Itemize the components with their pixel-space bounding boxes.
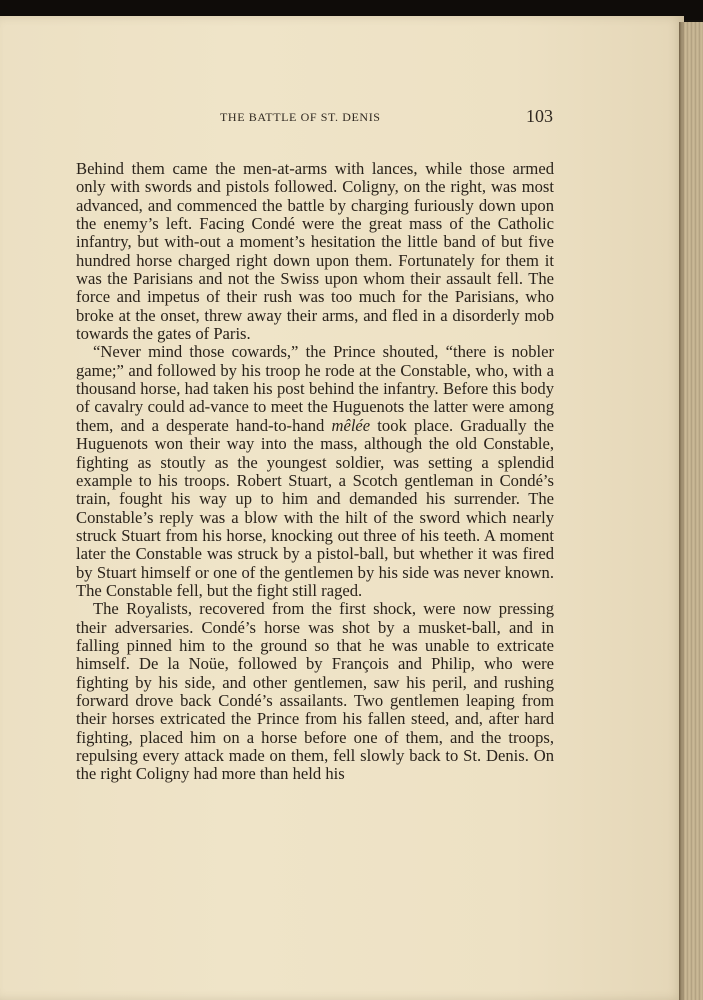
paragraph-1 [76,160,554,343]
page-number: 103 [526,106,553,126]
paragraph-3 [76,600,554,783]
page-edges [679,22,703,1000]
book-page [0,16,684,1000]
italic-word: mêlée [331,415,371,435]
running-title: THE BATTLE OF ST. DENIS [220,110,381,124]
paragraph-2 [76,343,554,600]
running-head [0,106,684,130]
body-text [76,160,554,784]
paragraph-3-text: The Royalists, recovered from the first shock, were now pressing their adversaries. Condé’s horse was shot by a musket-ball, and in falling pinned him to the ground so that he was unable to extricate himself. De la Noüe, followed by François and Philip, who were fighting by his side, and other gentlemen, saw his peril, and rushing forward drove back Condé’s assailants. Two gentlemen leaping from their horses extricated the Prince from his fallen steed, and, after hard fighting, placed him on a horse before one of them, and the troops, repulsing every attack made on them, fell slowly back to St. Denis. On the right Coligny had more than held his [76,599,554,784]
paragraph-1-text: Behind them came the men-at-arms with lances, while those armed only with swords and pistols followed. Coligny, on the right, was most advanced, and commenced the battle by charging furiously down upon the enemy’s left. Facing Condé were the great mass of the Catholic infantry, but with-out a moment’s hesitation the little band of but five hundred horse charged right down upon them. Fortunately for them it was the Parisians and not the Swiss upon whom their assault fell. The force and impetus of their rush was too much for the Parisians, who broke at the onset, threw away their arms, and fled in a disorderly mob towards the gates of Paris. [76,159,554,344]
paragraph-2-text-start: “Never mind those cowards,” the Prince shouted, “there is nobler game;” and followed by his troop he rode at the Constable, who, with a thousand horse, had taken his post behind the infantry. Before this body of cavalry could ad-vance to meet the Huguenots the latter were among them, and a desperate hand-to-hand [76,342,554,435]
paragraph-2-text-end: took place. Gradually the Huguenots won their way into the mass, although the old Constable, fighting as stoutly as the youngest soldier, was setting a splendid example to his troops. Robert Stuart, a Scotch gentleman in Condé’s train, fought his way up to him and demanded his surrender. The Constable’s reply was a blow with the hilt of the sword which nearly struck Stuart from his horse, knocking out three of his teeth. A moment later the Constable was struck by a pistol-ball, but whether it was fired by Stuart himself or one of the gentlemen by his side was never known. The Constable fell, but the fight still raged. [76,415,554,600]
